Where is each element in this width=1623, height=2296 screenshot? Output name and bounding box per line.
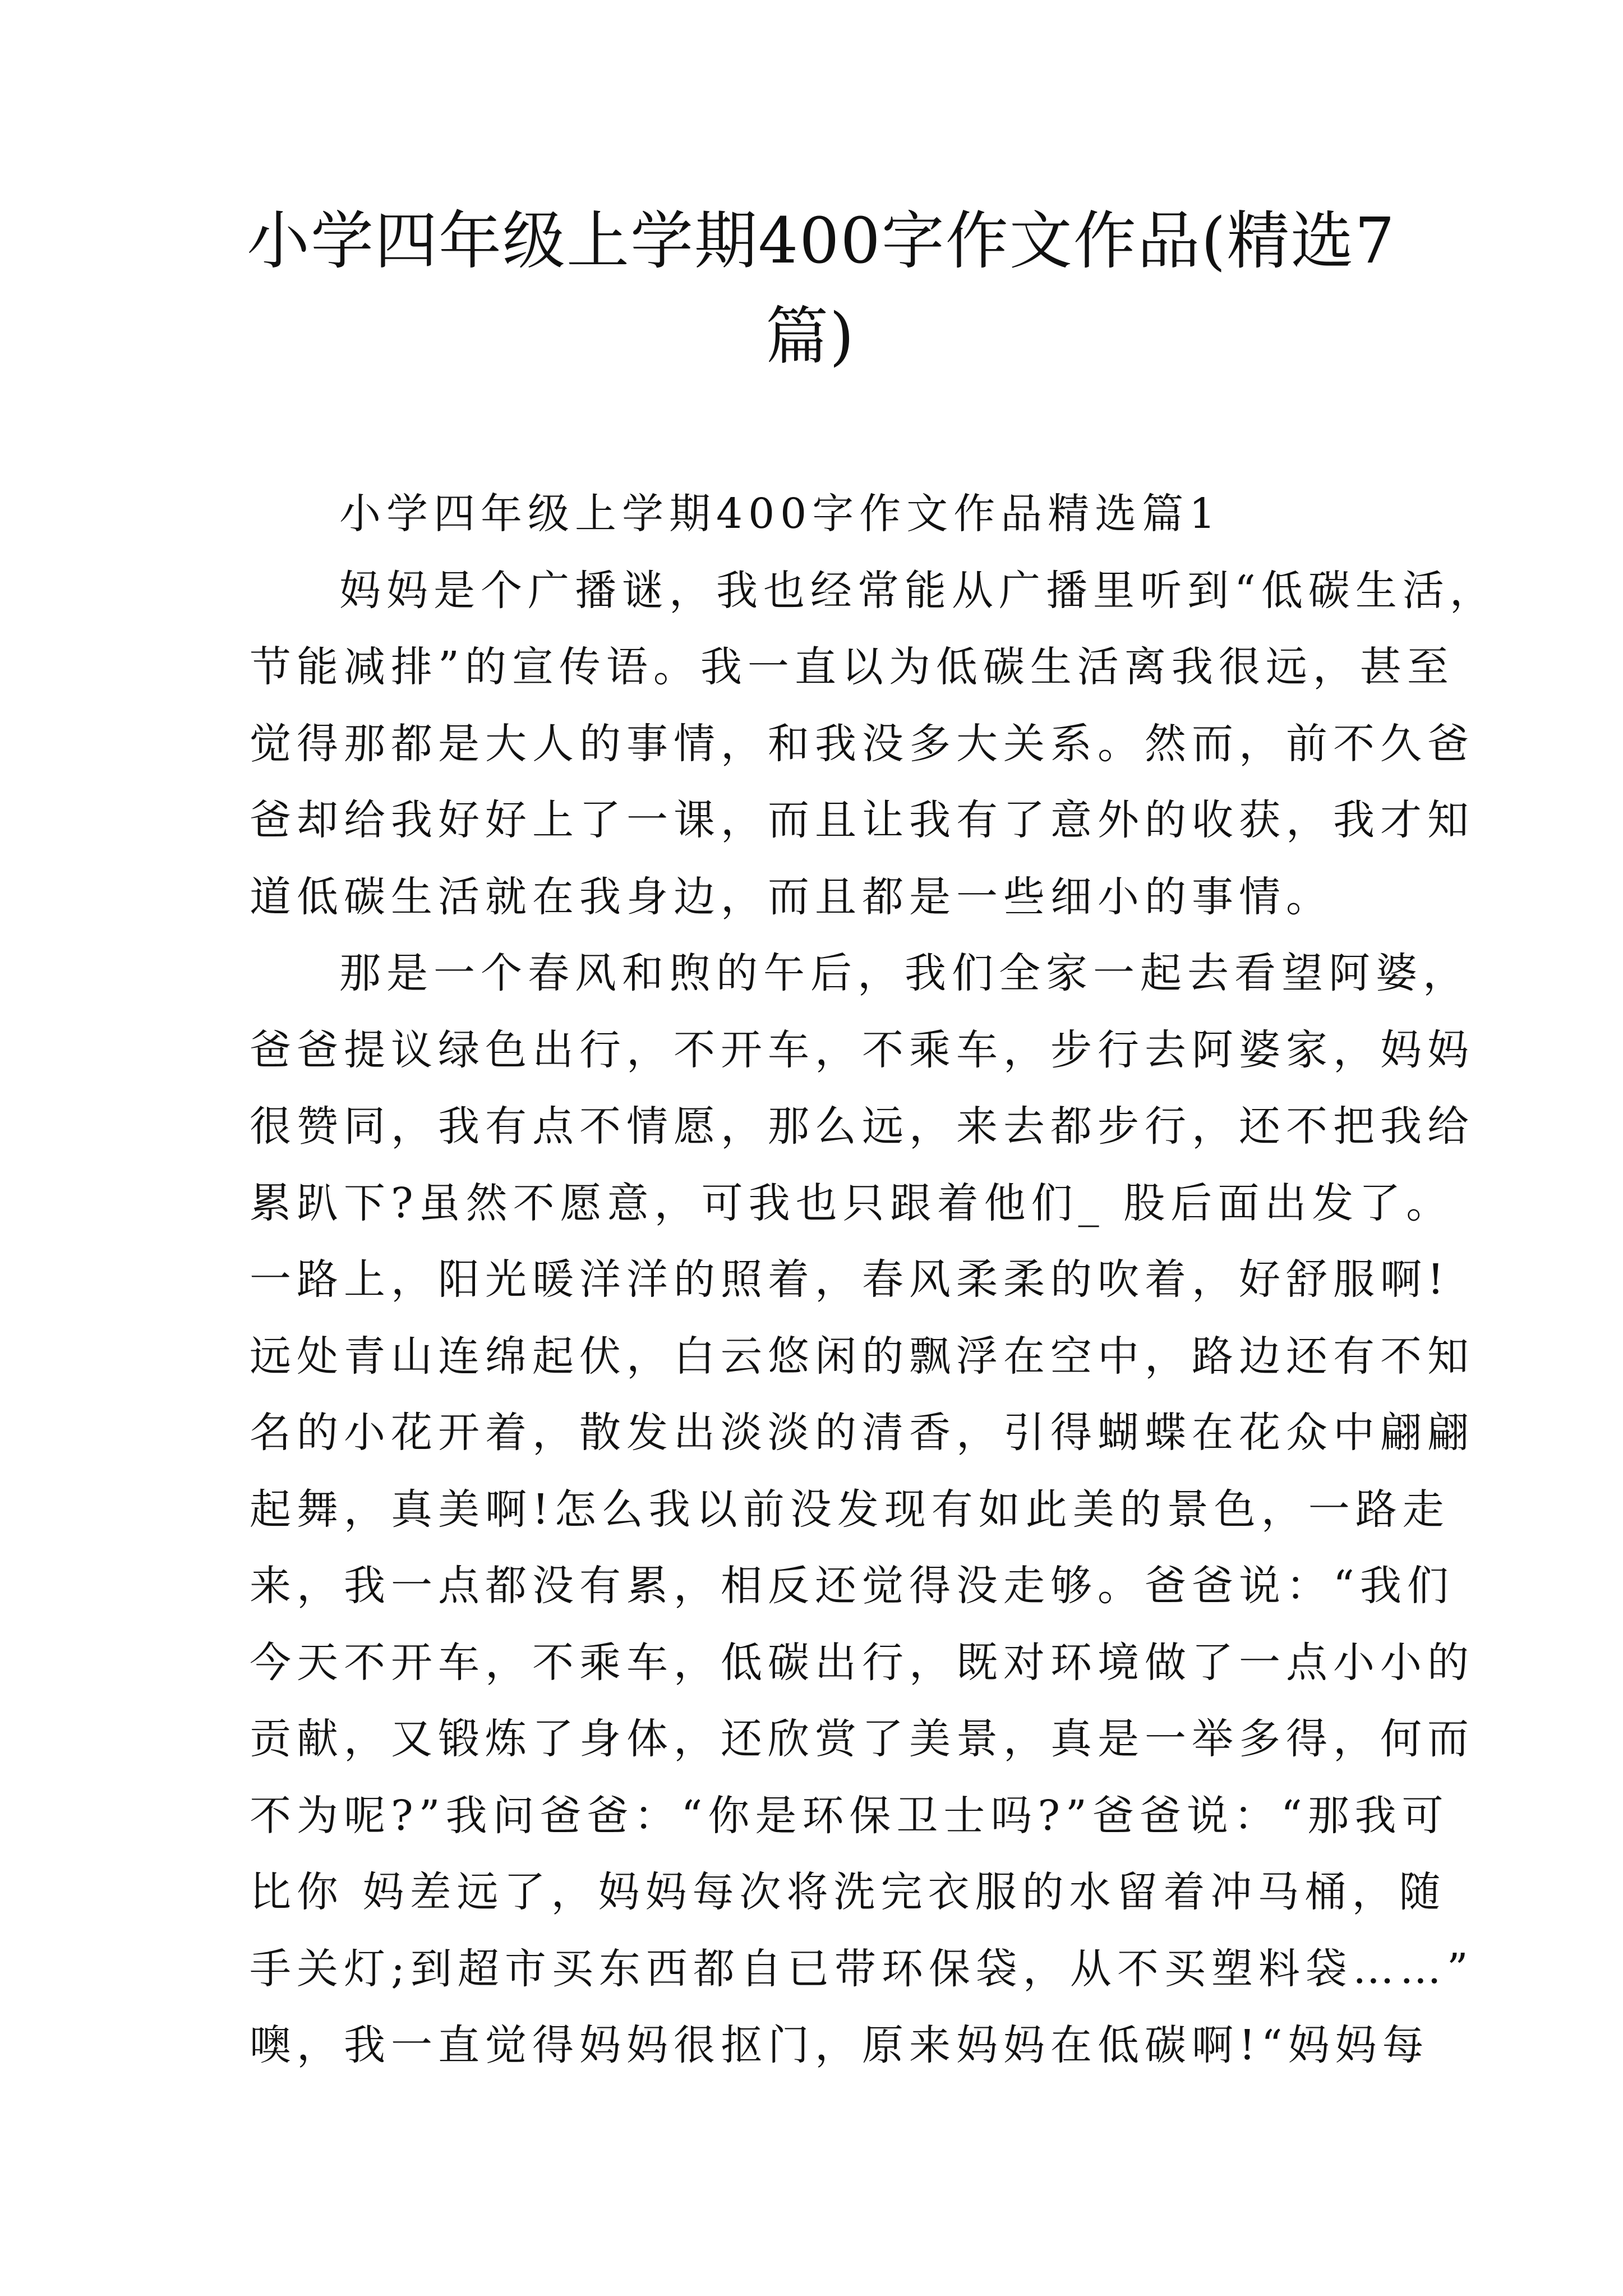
paragraph-line: 爸爸提议绿色出行，不开车，不乘车，步行去阿婆家，妈妈: [250, 1025, 1474, 1074]
paragraph-line: 很赞同，我有点不情愿，那么远，来去都步行，还不把我给: [250, 1102, 1474, 1151]
paragraph-line: 妈妈是个广播谜，我也经常能从广播里听到“低碳生活，: [339, 566, 1497, 615]
document-title: [247, 194, 1396, 384]
paragraph-line: 一路上，阳光暖洋洋的照着，春风柔柔的吹着，好舒服啊!: [250, 1255, 1450, 1304]
paragraph-line: 比你 妈差远了，妈妈每次将洗完衣服的水留着冲马桶，随: [250, 1868, 1446, 1916]
title-line-1: 小学四年级上学期400字作文作品(精选7: [247, 205, 1396, 278]
paragraph-line: 爸却给我好好上了一课，而且让我有了意外的收获，我才知: [250, 796, 1474, 844]
paragraph-line: 觉得那都是大人的事情，和我没多大关系。然而，前不久爸: [250, 719, 1474, 768]
section-heading: 小学四年级上学期400字作文作品精选篇1: [339, 490, 1221, 538]
document-body: [250, 476, 1497, 2084]
paragraph-line: 手关灯;到超市买东西都自已带环保袋，从不买塑料袋……”: [250, 1944, 1474, 1993]
paragraph-line: 那是一个春风和煦的午后，我们全家一起去看望阿婆，: [339, 949, 1470, 997]
paragraph-line: 名的小花开着，散发出淡淡的清香，引得蝴蝶在花众中翩翩: [250, 1409, 1474, 1457]
paragraph-line: 起舞，真美啊!怎么我以前没发现有如此美的景色，一路走: [250, 1485, 1450, 1534]
paragraph-line: 今天不开车，不乘车，低碳出行，既对环境做了一点小小的: [250, 1638, 1474, 1687]
paragraph-1: [250, 553, 1497, 936]
paragraph-line: 不为呢?”我问爸爸：“你是环保卫士吗?”爸爸说：“那我可: [250, 1791, 1449, 1840]
paragraph-line: 贡献，又锻炼了身体，还欣赏了美景，真是一举多得，何而: [250, 1715, 1474, 1763]
title-line-2: 篇): [766, 300, 855, 373]
paragraph-line: 累趴下?虽然不愿意，可我也只跟着他们_ 股后面出发了。: [250, 1179, 1454, 1227]
paragraph-line: 来，我一点都没有累，相反还觉得没走够。爸爸说：“我们: [250, 1562, 1454, 1610]
paragraph-2: [250, 935, 1474, 2084]
paragraph-line: 节能减排”的宣传语。我一直以为低碳生活离我很远，甚至: [250, 643, 1454, 691]
paragraph-line: 噢，我一直觉得妈妈很抠门，原来妈妈在低碳啊!“妈妈每: [250, 2021, 1430, 2069]
paragraph-line: 道低碳生活就在我身边，而且都是一些细小的事情。: [250, 872, 1333, 921]
paragraph-line: 远处青山连绵起伏，白云悠闲的飘浮在空中，路边还有不知: [250, 1332, 1474, 1381]
